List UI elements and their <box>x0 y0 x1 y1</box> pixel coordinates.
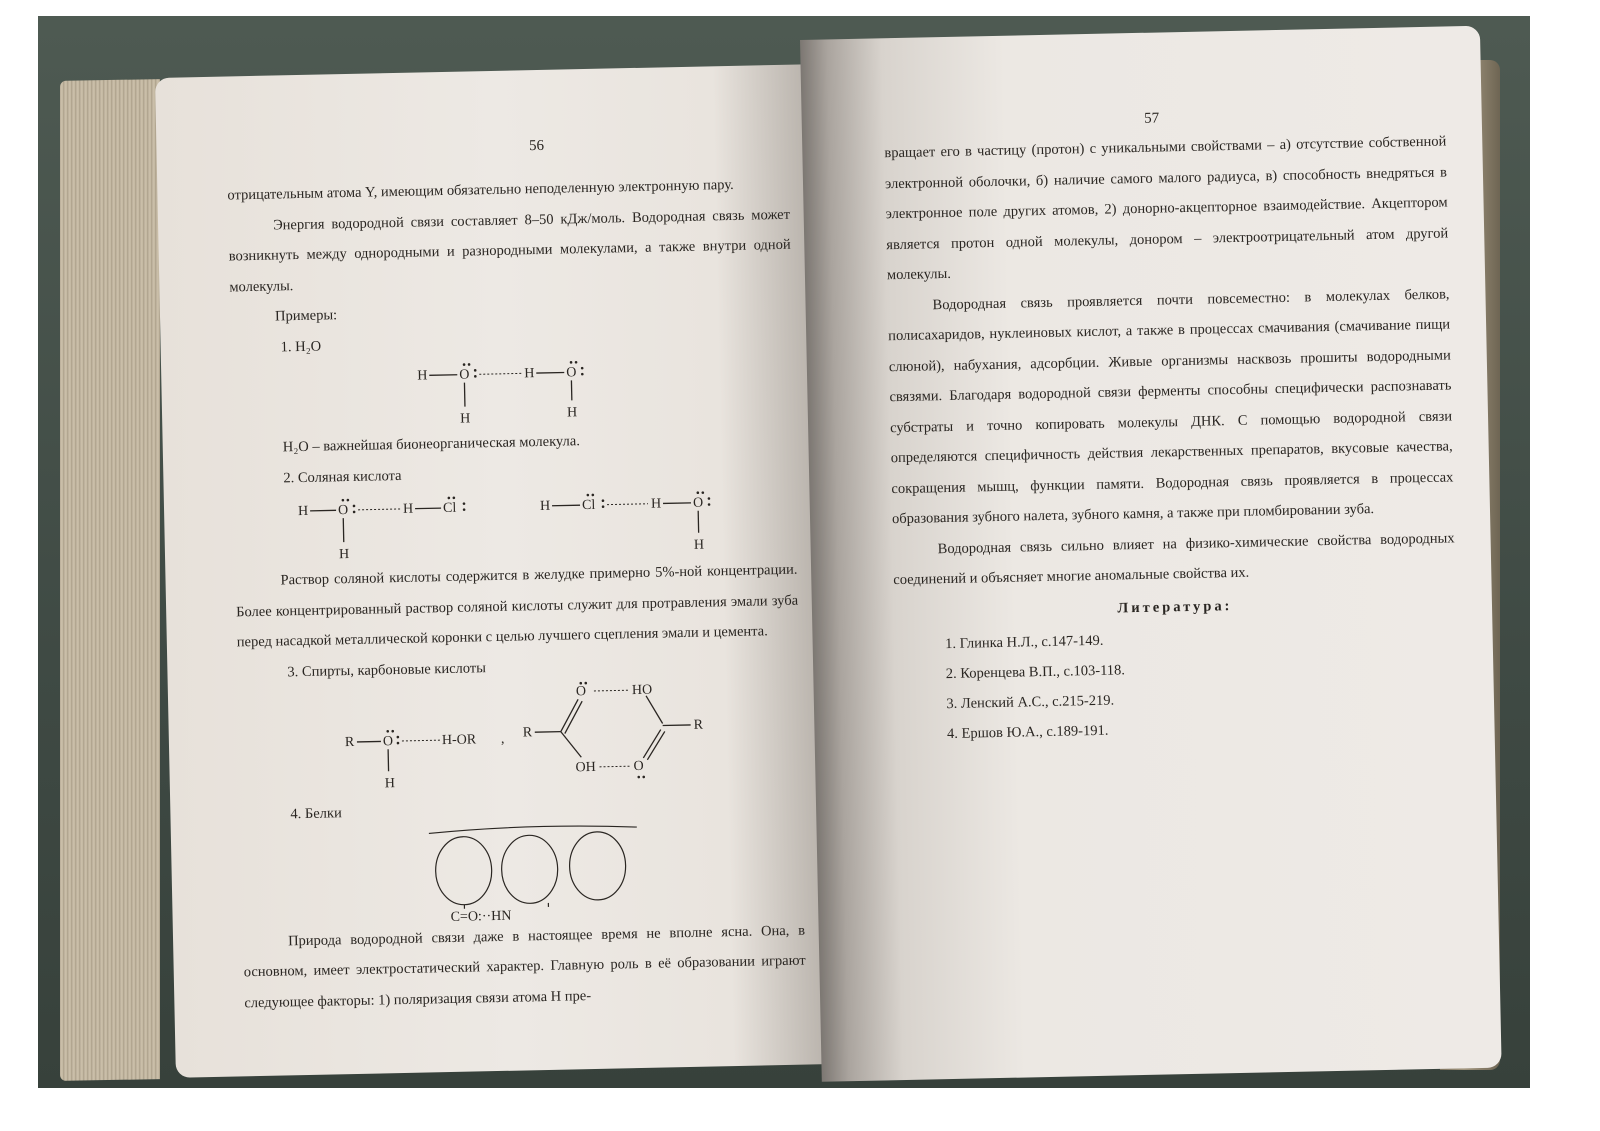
h2o-o-right: O <box>566 365 577 381</box>
literature-item: 3. Ленский А.С., с.215-219. <box>961 678 1459 718</box>
acid-ho-top: HO <box>631 682 653 699</box>
examples-label: Примеры: <box>274 307 338 325</box>
literature-item: 4. Ершов Ю.А., с.189-191. <box>961 708 1459 748</box>
acid-o-top: O <box>575 684 587 700</box>
example-2-label: 2. Соляная кислота <box>283 467 402 486</box>
hcl-a-h2: H <box>402 501 414 517</box>
right-page <box>800 26 1502 1082</box>
protein-helix-diagram <box>241 819 803 927</box>
page-number-56: 56 <box>528 137 545 155</box>
hcl-b-cl: Cl <box>581 497 596 514</box>
literature-item: 2. Коренцева В.П., с.103-118. <box>960 648 1458 688</box>
paragraph-continuation: вращает его в частицу (протон) с уникальными свойствами – а) отсутствие собственной электронной оболочки, б) наличие самого малого радиуса, в) способность внедряться в электронное поле других атомов, 2) донорно-акцепторное взаимодействие. Акцептором является протон одной молекулы, донором – электроотрицательный атом другой молекулы. <box>884 133 1449 284</box>
h2o-h-bottom-1: H <box>460 411 471 427</box>
hcl-b-h-bottom: H <box>693 537 705 553</box>
alcohol-hor: H-OR <box>441 732 477 749</box>
h2o-diagram <box>231 352 792 434</box>
alcohol-r: R <box>344 734 355 751</box>
alcohol-o: O <box>382 734 394 750</box>
protein-bond-label: C=O:··HN <box>450 908 512 925</box>
right-page-content <box>884 126 1459 750</box>
hcl-b-h: H <box>539 498 551 515</box>
example-1-caption: H₂O – важнейшая бионеорганическая молекула. <box>282 433 581 456</box>
literature-heading: Литература: <box>1117 597 1233 616</box>
h2o-h-bottom-2: H <box>566 405 578 421</box>
hcl-diagram <box>234 483 795 567</box>
left-page <box>155 64 856 1078</box>
paragraph-everywhere: Водородная связь проявляется почти повсеместно: в молекулах белков, полисахаридов, нуклеиновых кислот, а также в процессах смачивания (смачивание пищи слюной), набухания, адсорбции. Живые организмы насквозь прошиты водородными связями. Благодаря водородной связи ферменты способны специфически распознавать субстраты и точно копировать молекулы ДНК. С помощью водородной связи определяются специфичность действия лекарственных препаратов, вкусовые качества, сокращения мышц, функции памяти. Водородная связь проявляется в процессах образования зубного налета, зубного камня, а также при пломбировании зуба. <box>888 285 1454 528</box>
left-page-content <box>227 169 806 1019</box>
acid-o-bottom: O <box>633 758 644 775</box>
page-edges-left <box>60 79 160 1081</box>
alcohol-h-bottom: H <box>384 776 396 792</box>
h2o-h-left: H <box>417 368 428 384</box>
alcohol-comma: , <box>500 731 505 747</box>
example-4-label: 4. Белки <box>290 805 342 823</box>
acid-r-left: R <box>522 725 533 741</box>
paragraph-nature: Природа водородной связи даже в настоящее время не вполне ясна. Она, в основном, имеет электростатический характер. Главную роль в её образовании играют следующее факторы: 1) поляризация связи атома H пре- <box>243 922 806 1011</box>
open-book <box>60 40 1500 1080</box>
hcl-a-cl: Cl <box>442 500 457 517</box>
example-3-label: 3. Спирты, карбоновые кислоты <box>287 659 487 680</box>
hcl-a-h: H <box>297 503 309 520</box>
hcl-b-o: O <box>692 495 704 511</box>
page-number-57: 57 <box>1144 110 1160 127</box>
hcl-a-h-bottom: H <box>338 547 350 563</box>
paragraph-hcl: Раствор соляной кислоты содержится в желудке примерно 5%-ной концентрации. Более концентрированный раствор соляной кислоты служит для протравления эмали зуба перед насадкой металлической коронки с целью лучшего сцепления эмали и цемента. <box>236 561 799 651</box>
paragraph-continued: отрицательным атома Y, имеющим обязательно неподеленную электронную пару. <box>227 176 734 204</box>
hcl-a-o: O <box>337 503 349 519</box>
acid-oh-bottom: OH <box>575 759 596 776</box>
literature-list <box>894 618 1458 750</box>
acid-r-right: R <box>693 717 704 733</box>
literature-item: 1. Глинка Н.Л., с.147-149. <box>959 618 1457 658</box>
h2o-h-mid: H <box>524 366 535 382</box>
h2o-o-left: O <box>459 367 470 383</box>
alcohol-acid-diagram <box>238 677 800 801</box>
paragraph-influence: Водородная связь сильно влияет на физико-химические свойства водородных соединений и объясняет многие аномальные свойства их. <box>893 529 1455 589</box>
paragraph-energy: Энергия водородной связи составляет 8–50 кДж/моль. Водородная связь может возникнуть между однородными и разнородными молекулами, а также внутри одной молекулы. <box>228 206 791 295</box>
hcl-b-h2: H <box>650 496 662 512</box>
example-1-label: 1. H₂O <box>280 338 322 355</box>
